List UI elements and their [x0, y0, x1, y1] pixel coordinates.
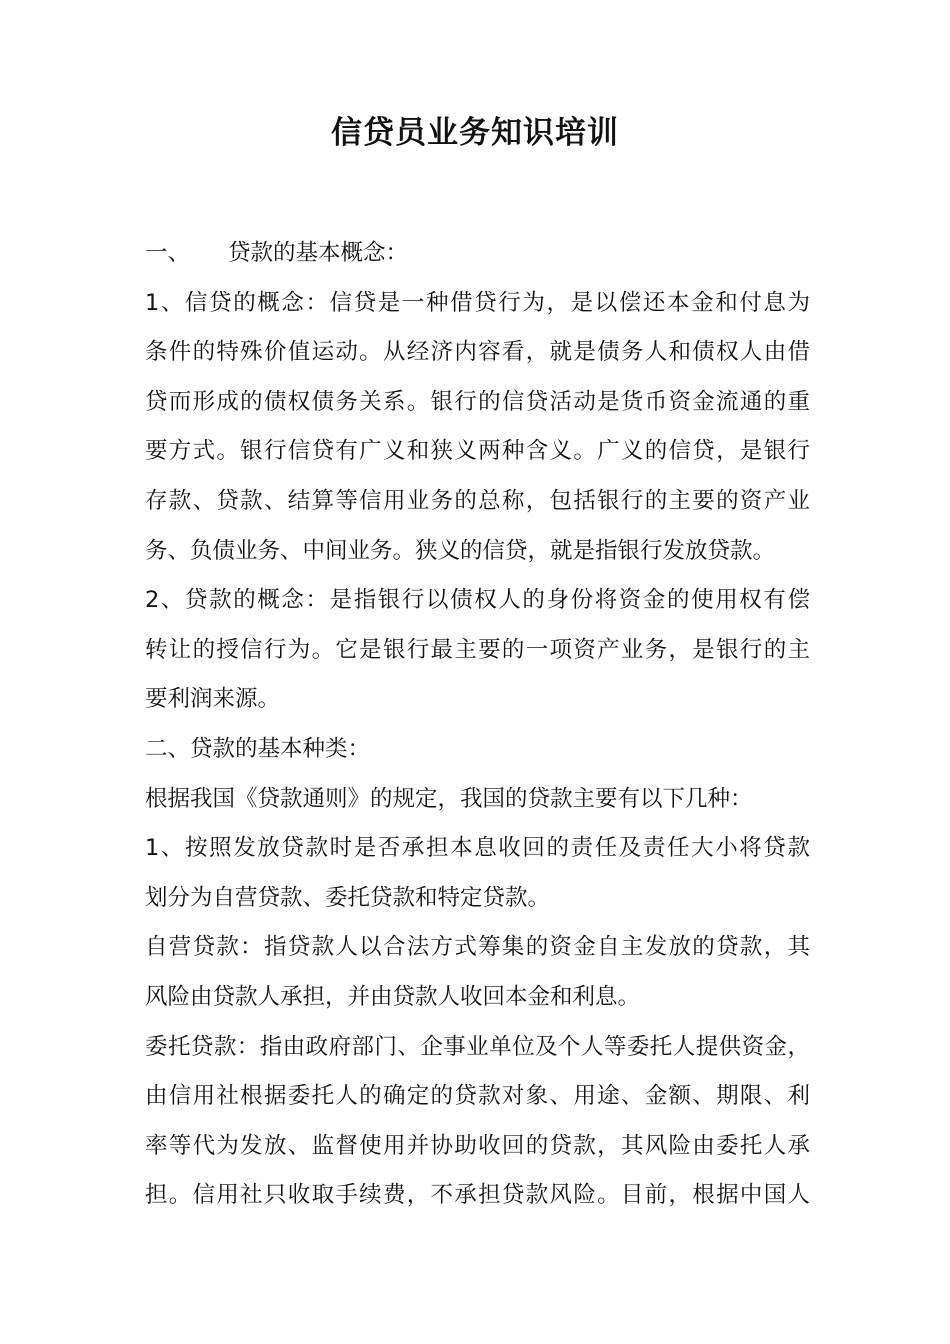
paragraph-line: 划分为自营贷款、委托贷款和特定贷款。	[145, 884, 551, 911]
paragraph-line: 转让的授信行为。它是银行最主要的一项资产业务，是银行的主	[145, 636, 810, 663]
paragraph-line: 担。信用社只收取手续费，不承担贷款风险。目前，根据中国人	[145, 1182, 810, 1209]
paragraph-line: 贷而形成的债权债务关系。银行的信贷活动是货币资金流通的重	[145, 388, 810, 415]
document-body	[145, 229, 810, 1221]
paragraph-line: 要利润来源。	[145, 686, 281, 713]
paragraph-line: 1、按照发放贷款时是否承担本息收回的责任及责任大小将贷款	[145, 835, 810, 862]
paragraph-line: 要方式。银行信贷有广义和狭义两种含义。广义的信贷，是银行	[145, 438, 810, 465]
paragraph-line: 2、贷款的概念：是指银行以债权人的身份将资金的使用权有偿	[145, 587, 810, 614]
paragraph-line: 1、信贷的概念：信贷是一种借贷行为，是以偿还本金和付息为	[145, 289, 810, 316]
paragraph-line: 风险由贷款人承担，并由贷款人收回本金和利息。	[145, 983, 641, 1010]
section-heading-1	[145, 229, 810, 279]
paragraph-line: 率等代为发放、监督使用并协助收回的贷款，其风险由委托人承	[145, 1132, 810, 1159]
paragraph-line: 委托贷款：指由政府部门、企事业单位及个人等委托人提供资金，	[145, 1033, 810, 1060]
document-title: 信贷员业务知识培训	[331, 115, 619, 151]
paragraph-line: 条件的特殊价值运动。从经济内容看，就是债务人和债权人由借	[145, 339, 810, 366]
section-heading-2: 二、贷款的基本种类：	[145, 735, 371, 762]
paragraph-line: 存款、贷款、结算等信用业务的总称，包括银行的主要的资产业	[145, 487, 810, 514]
paragraph-line: 务、负债业务、中间业务。狭义的信贷，就是指银行发放贷款。	[145, 537, 776, 564]
paragraph-line: 根据我国《贷款通则》的规定，我国的贷款主要有以下几种：	[145, 785, 753, 812]
paragraph-line: 自营贷款：指贷款人以合法方式筹集的资金自主发放的贷款，其	[145, 934, 810, 961]
section-number: 一、	[145, 240, 191, 266]
paragraph-line: 由信用社根据委托人的确定的贷款对象、用途、金额、期限、利	[145, 1083, 810, 1110]
section-heading-text: 贷款的基本概念：	[228, 240, 409, 266]
